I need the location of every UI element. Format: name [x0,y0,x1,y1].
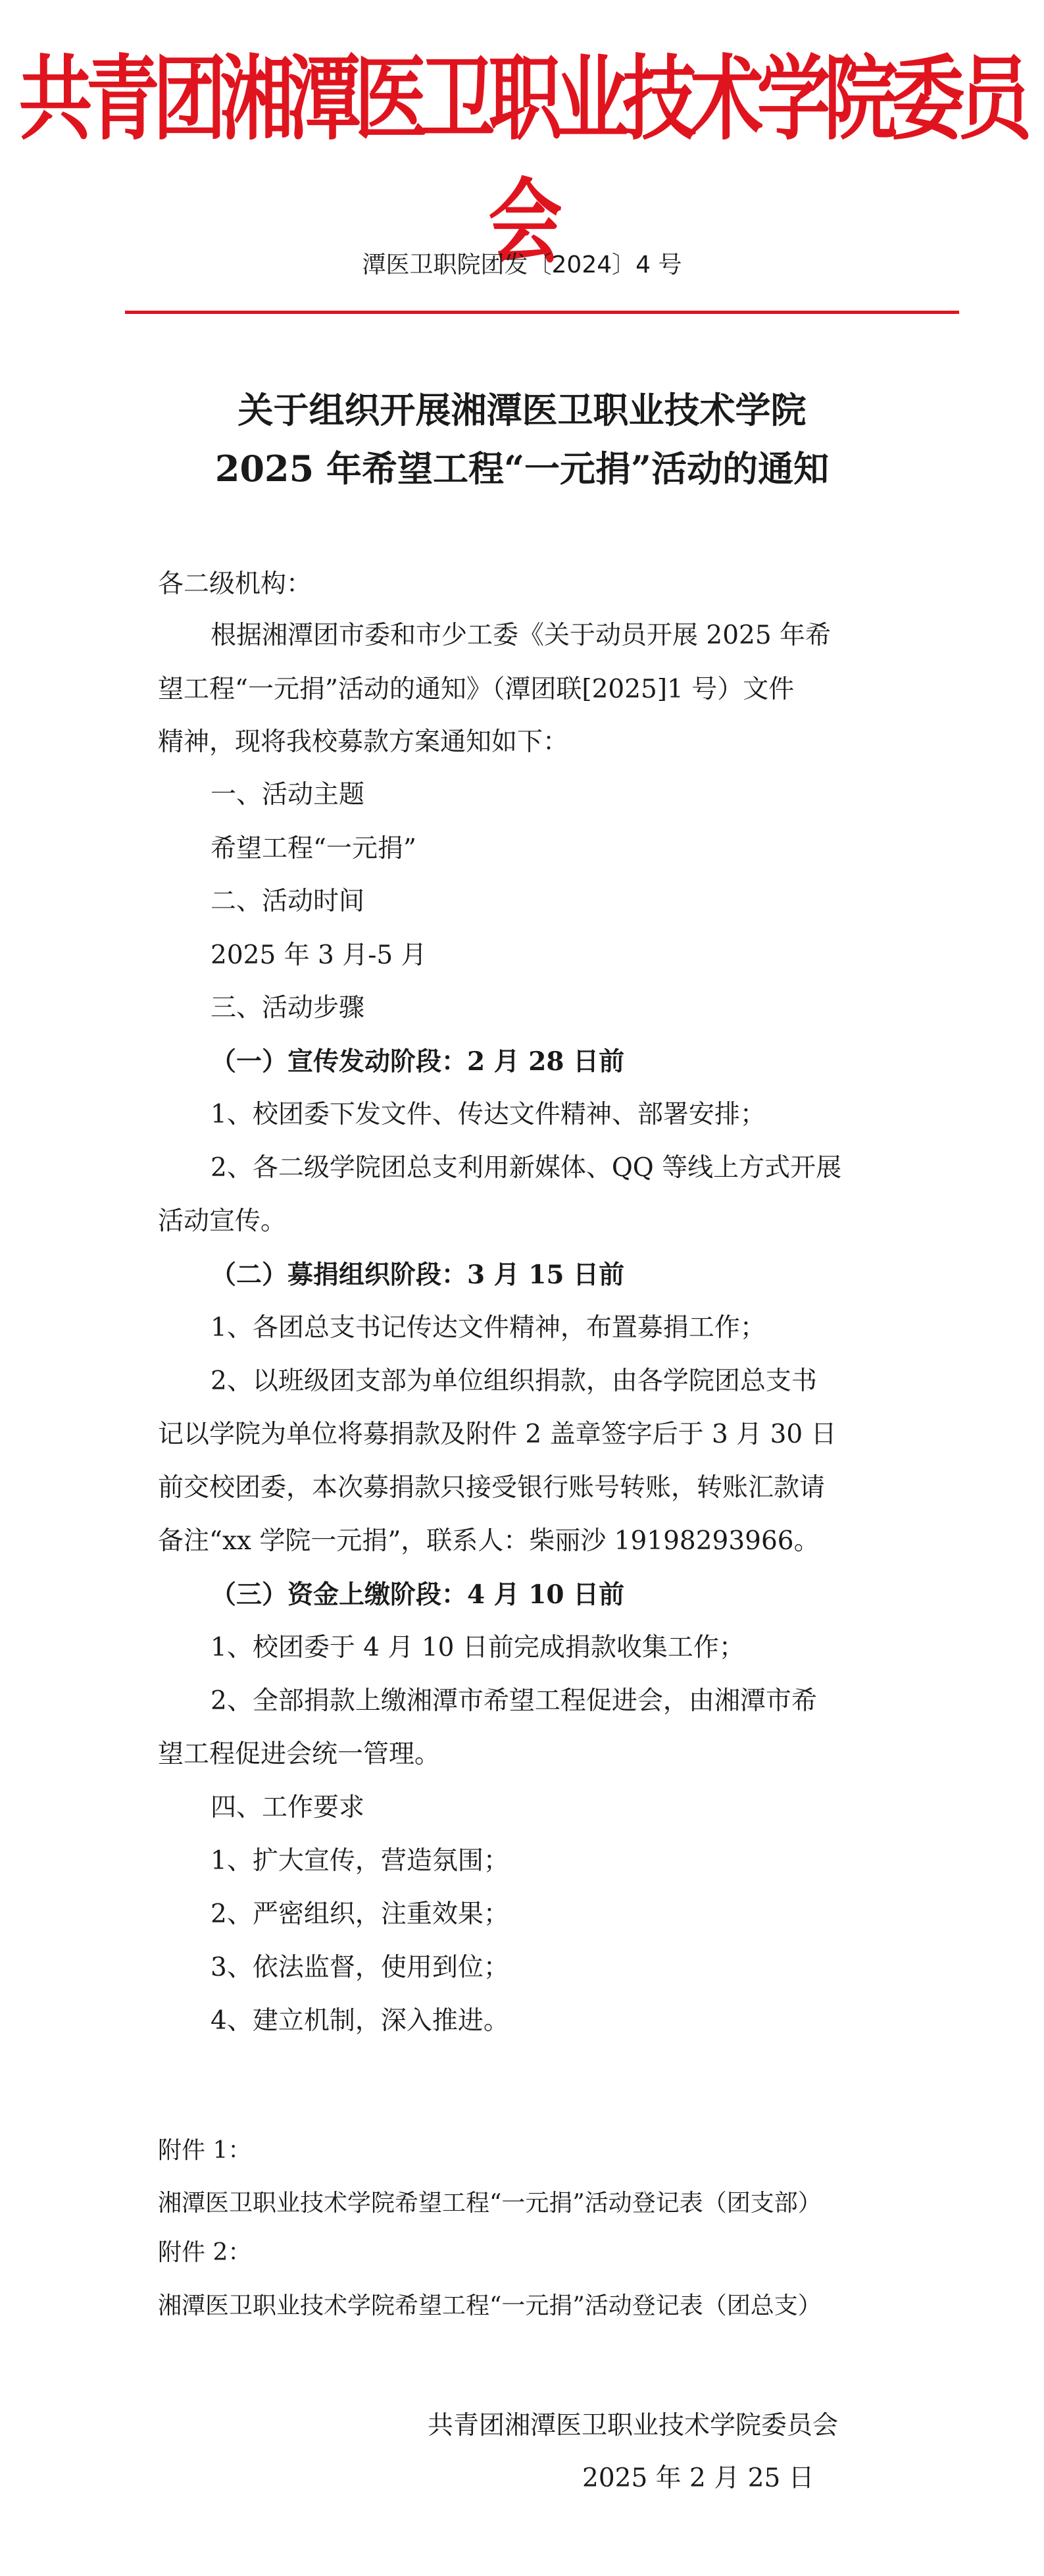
list-item: 1、校团委下发文件、传达文件精神、部署安排； [211,1100,766,1129]
stage-heading-remittance: （三）资金上缴阶段：4 月 10 日前 [211,1580,625,1610]
list-item-continuation: 活动宣传。 [158,1206,287,1236]
intro-line: 望工程“一元捐”活动的通知》（潭团联[2025]1 号）文件 [158,675,795,704]
attachment-1-label: 附件 1： [158,2137,252,2164]
document-title-line-2: 2025 年希望工程“一元捐”活动的通知 [214,448,830,490]
section-text-theme: 希望工程“一元捐” [211,834,416,863]
section-heading-steps: 三、活动步骤 [211,993,365,1023]
red-divider-line [125,311,959,314]
requirement-item: 1、扩大宣传，营造氛围； [211,1846,509,1876]
signoff-organization: 共青团湘潭医卫职业技术学院委员会 [428,2411,839,2440]
section-heading-theme: 一、活动主题 [211,780,365,810]
attachment-2-label: 附件 2： [158,2239,252,2266]
attachment-2-title: 湘潭医卫职业技术学院希望工程“一元捐”活动登记表（团总支） [158,2292,822,2319]
section-heading-time: 二、活动时间 [211,887,365,916]
requirement-item: 4、建立机制，深入推进。 [211,2006,509,2036]
issuing-organization-header: 共青团湘潭医卫职业技术学院委员会 [18,46,1026,276]
document-title-line-1: 关于组织开展湘潭医卫职业技术学院 [237,389,807,431]
section-text-time: 2025 年 3 月-5 月 [211,940,427,970]
list-item: 1、校团委于 4 月 10 日前完成捐款收集工作； [211,1633,745,1662]
list-item-continuation: 记以学院为单位将募捐款及附件 2 盖章签字后于 3 月 30 日 [158,1420,837,1449]
list-item: 1、各团总支书记传达文件精神，布置募捐工作； [211,1313,766,1343]
salutation: 各二级机构： [158,569,312,599]
list-item-continuation: 备注“xx 学院一元捐”，联系人：柴丽沙 19198293966。 [158,1526,820,1556]
list-item-continuation: 前交校团委，本次募捐款只接受银行账号转账，转账汇款请 [158,1473,826,1503]
section-heading-requirements: 四、工作要求 [211,1793,365,1822]
requirement-item: 2、严密组织，注重效果； [211,1899,509,1929]
document-number: 潭医卫职院团发〔2024〕4 号 [362,251,682,278]
attachment-1-title: 湘潭医卫职业技术学院希望工程“一元捐”活动登记表（团支部） [158,2190,822,2217]
list-item: 2、各二级学院团总支利用新媒体、QQ 等线上方式开展 [211,1153,842,1183]
stage-heading-fundraising: （二）募捐组织阶段：3 月 15 日前 [211,1260,625,1290]
intro-line: 精神，现将我校募款方案通知如下： [158,727,569,757]
list-item-continuation: 望工程促进会统一管理。 [158,1739,441,1769]
stage-heading-publicity: （一）宣传发动阶段：2 月 28 日前 [211,1046,625,1077]
signoff-date: 2025 年 2 月 25 日 [582,2463,814,2493]
list-item: 2、以班级团支部为单位组织捐款，由各学院团总支书 [211,1366,817,1396]
list-item: 2、全部捐款上缴湘潭市希望工程促进会，由湘潭市希 [211,1686,817,1716]
requirement-item: 3、依法监督，使用到位； [211,1953,509,1982]
intro-line: 根据湘潭团市委和市少工委《关于动员开展 2025 年希 [211,621,832,650]
